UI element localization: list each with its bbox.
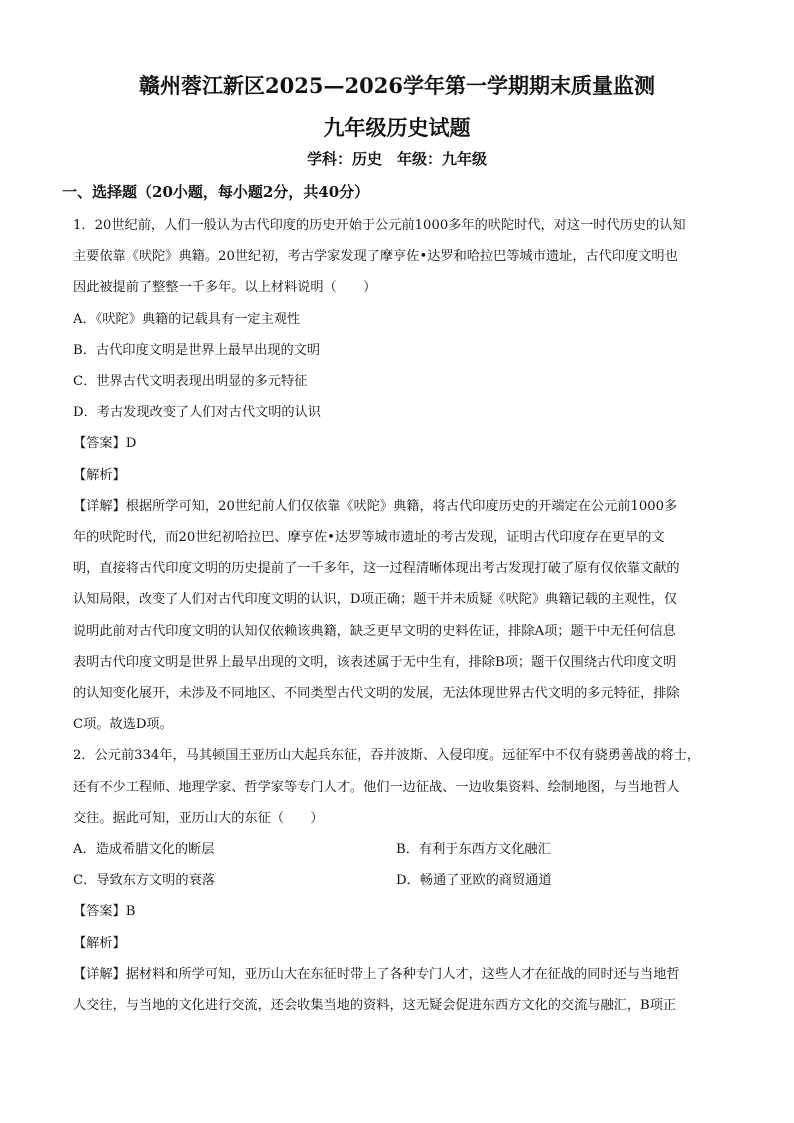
q2-answer: 【答案】B	[73, 904, 136, 920]
q2-option-c: C．导致东方文明的衰落	[73, 873, 215, 889]
q2-options-row	[73, 834, 725, 865]
q1-stem-line: 1．20世纪前，人们一般认为古代印度的历史开始于公元前1000多年的吠陀时代，对这一时代历史的认知	[73, 218, 686, 233]
q2-options-row	[73, 865, 725, 896]
q2-detail-line: 【详解】据材料和所学可知，亚历山大在东征时带上了各种专门人才，这些人才在征战的同时还与当地哲	[73, 966, 680, 982]
q1-detail-line: C项。故选D项。	[73, 717, 173, 733]
q1-option-d: D．考古发现改变了人们对古代文明的认识	[73, 405, 321, 421]
q2-stem-line: 2．公元前334年，马其顿国王亚历山大起兵东征，吞并波斯、入侵印度。远征军中不仅有骁勇善战的将士，	[73, 748, 700, 764]
q1-detail-line: 的认知变化展开，未涉及不同地区、不同类型古代文明的发展，无法体现世界古代文明的多元特征，排除	[73, 686, 680, 702]
exam-title: 赣州蓉江新区2025—2026学年第一学期期末质量监测	[139, 73, 655, 98]
q2-analysis-label: 【解析】	[73, 935, 126, 951]
q1-detail-line: 【详解】根据所学可知，20世纪前人们仅依靠《吠陀》典籍，将古代印度历史的开端定在公元前1000多	[73, 498, 678, 514]
q1-analysis-label: 【解析】	[73, 467, 126, 483]
q2-option-a: A．造成希腊文化的断层	[73, 842, 215, 858]
q1-detail-line: 明，直接将古代印度文明的历史提前了一千多年，这一过程清晰体现出考古发现打破了原有仅依靠文献的	[73, 561, 680, 577]
q2-detail-line: 人交往，与当地的文化进行交流，还会收集当地的资料，这无疑会促进东西方文化的交流与融汇，B项正	[73, 998, 677, 1014]
q1-option-a: A．《吠陀》典籍的记载具有一定主观性	[73, 311, 301, 327]
q2-option-b: B．有利于东西方文化融汇	[396, 842, 551, 858]
q2-stem-line: 交往。据此可知，亚历山大的东征（ ）	[73, 810, 324, 826]
q1-option-b: B．古代印度文明是世界上最早出现的文明	[73, 342, 321, 358]
q1-detail-line: 表明古代印度文明是世界上最早出现的文明，该表述属于无中生有，排除B项；题干仅围绕古代印度文明	[73, 654, 677, 670]
q1-option-c: C．世界古代文明表现出明显的多元特征	[73, 374, 308, 390]
question-body	[73, 210, 725, 1021]
q2-stem-line: 还有不少工程师、地理学家、哲学家等专门人才。他们一边征战、一边收集资料、绘制地图，与当地哲人	[73, 779, 680, 795]
exam-subtitle: 九年级历史试题	[323, 115, 471, 140]
q1-stem-line: 主要依靠《吠陀》典籍。20世纪初，考古学家发现了摩亨佐•达罗和哈拉巴等城市遗址，古代印度文明也	[73, 249, 678, 265]
section-heading: 一、选择题（20小题，每小题2分，共40分）	[62, 183, 370, 201]
q1-answer: 【答案】D	[73, 436, 137, 452]
q1-detail-line: 年的吠陀时代，而20世纪初哈拉巴、摩亨佐•达罗等城市遗址的考古发现，证明古代印度存在更早的文	[73, 530, 665, 546]
q1-stem-line: 因此被提前了整整一千多年。以上材料说明（ ）	[73, 280, 377, 296]
exam-meta: 学科：历史 年级：九年级	[306, 150, 487, 168]
q2-option-d: D．畅通了亚欧的商贸通道	[396, 873, 552, 889]
q1-detail-line: 认知局限，改变了人们对古代印度文明的认识，D项正确；题干并未质疑《吠陀》典籍记载的主观性，仅	[73, 592, 678, 608]
q1-detail-line: 说明此前对古代印度文明的认知仅依赖该典籍，缺乏更早文明的史料佐证，排除A项；题干中无任何信息	[73, 623, 676, 639]
